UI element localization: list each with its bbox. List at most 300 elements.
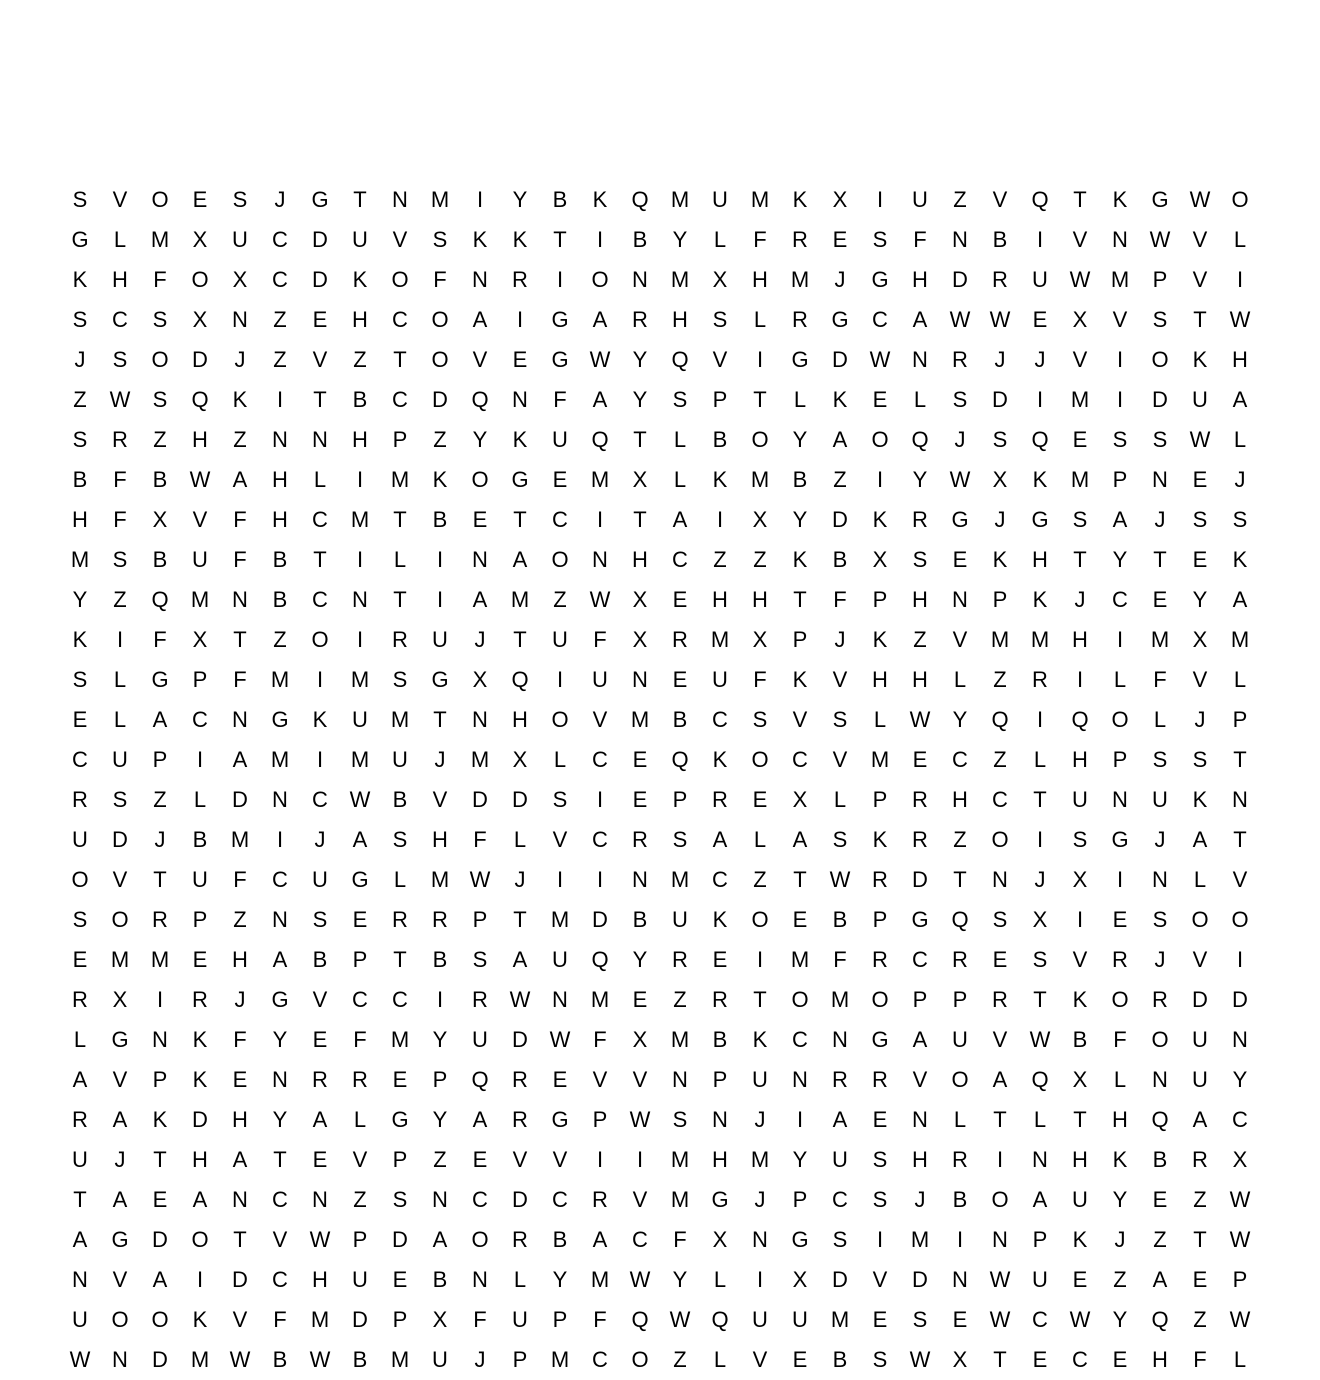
letter-cell[interactable]: W bbox=[1069, 1307, 1091, 1332]
letter-cell[interactable]: F bbox=[913, 227, 927, 252]
letter-cell[interactable]: C bbox=[312, 587, 328, 612]
letter-cell[interactable]: A bbox=[1112, 507, 1128, 532]
letter-cell[interactable]: V bbox=[592, 707, 608, 732]
letter-cell[interactable]: P bbox=[392, 427, 408, 452]
letter-cell[interactable]: N bbox=[232, 307, 248, 332]
letter-cell[interactable]: I bbox=[1116, 867, 1124, 892]
letter-cell[interactable]: Q bbox=[1151, 1307, 1169, 1332]
letter-cell[interactable]: S bbox=[832, 1227, 848, 1252]
letter-cell[interactable]: V bbox=[1112, 307, 1128, 332]
letter-cell[interactable]: I bbox=[996, 1147, 1004, 1172]
letter-cell[interactable]: A bbox=[832, 1107, 848, 1132]
letter-cell[interactable]: M bbox=[110, 947, 130, 972]
letter-cell[interactable]: G bbox=[511, 467, 529, 492]
letter-cell[interactable]: C bbox=[272, 867, 288, 892]
letter-cell[interactable]: U bbox=[552, 947, 568, 972]
letter-cell[interactable]: P bbox=[392, 1147, 408, 1172]
letter-cell[interactable]: O bbox=[191, 267, 209, 292]
letter-cell[interactable]: U bbox=[552, 627, 568, 652]
letter-cell[interactable]: T bbox=[1073, 187, 1087, 212]
letter-cell[interactable]: X bbox=[752, 507, 768, 532]
letter-cell[interactable]: I bbox=[436, 547, 444, 572]
letter-cell[interactable]: M bbox=[390, 1027, 410, 1052]
letter-cell[interactable]: P bbox=[792, 627, 808, 652]
letter-cell[interactable]: U bbox=[352, 1267, 368, 1292]
letter-cell[interactable]: B bbox=[432, 507, 448, 532]
letter-cell[interactable]: J bbox=[234, 987, 246, 1012]
letter-cell[interactable]: T bbox=[393, 947, 407, 972]
letter-cell[interactable]: H bbox=[432, 827, 448, 852]
letter-cell[interactable]: O bbox=[391, 267, 409, 292]
letter-cell[interactable]: S bbox=[1192, 747, 1208, 772]
letter-cell[interactable]: M bbox=[670, 1187, 690, 1212]
letter-cell[interactable]: C bbox=[672, 547, 688, 572]
letter-cell[interactable]: W bbox=[589, 347, 611, 372]
letter-cell[interactable]: D bbox=[232, 787, 248, 812]
letter-cell[interactable]: H bbox=[1232, 347, 1248, 372]
letter-cell[interactable]: C bbox=[272, 227, 288, 252]
letter-cell[interactable]: A bbox=[72, 1227, 88, 1252]
letter-cell[interactable]: O bbox=[551, 707, 569, 732]
letter-cell[interactable]: R bbox=[512, 267, 528, 292]
letter-cell[interactable]: I bbox=[596, 1147, 604, 1172]
letter-cell[interactable]: N bbox=[552, 987, 568, 1012]
letter-cell[interactable]: E bbox=[1152, 587, 1168, 612]
letter-cell[interactable]: C bbox=[392, 307, 408, 332]
letter-cell[interactable]: X bbox=[632, 587, 648, 612]
letter-cell[interactable]: Z bbox=[1193, 1187, 1207, 1212]
letter-cell[interactable]: C bbox=[312, 507, 328, 532]
letter-cell[interactable]: W bbox=[349, 787, 371, 812]
letter-cell[interactable]: K bbox=[712, 907, 728, 932]
letter-cell[interactable]: S bbox=[472, 947, 488, 972]
letter-cell[interactable]: M bbox=[670, 267, 690, 292]
letter-cell[interactable]: C bbox=[312, 787, 328, 812]
letter-cell[interactable]: I bbox=[356, 467, 364, 492]
letter-cell[interactable]: Y bbox=[552, 1267, 568, 1292]
letter-cell[interactable]: N bbox=[792, 1067, 808, 1092]
letter-cell[interactable]: L bbox=[753, 827, 767, 852]
letter-cell[interactable]: S bbox=[1072, 827, 1088, 852]
letter-cell[interactable]: S bbox=[832, 707, 848, 732]
letter-cell[interactable]: F bbox=[233, 547, 247, 572]
letter-cell[interactable]: P bbox=[792, 1187, 808, 1212]
letter-cell[interactable]: V bbox=[832, 747, 848, 772]
letter-cell[interactable]: E bbox=[632, 787, 648, 812]
letter-cell[interactable]: M bbox=[430, 867, 450, 892]
letter-cell[interactable]: C bbox=[872, 307, 888, 332]
letter-cell[interactable]: B bbox=[952, 1187, 968, 1212]
letter-cell[interactable]: Q bbox=[191, 387, 209, 412]
letter-cell[interactable]: O bbox=[71, 867, 89, 892]
letter-cell[interactable]: V bbox=[592, 1067, 608, 1092]
letter-cell[interactable]: T bbox=[433, 707, 447, 732]
letter-cell[interactable]: K bbox=[1032, 467, 1048, 492]
letter-cell[interactable]: V bbox=[832, 667, 848, 692]
letter-cell[interactable]: F bbox=[833, 587, 847, 612]
letter-cell[interactable]: T bbox=[553, 227, 567, 252]
letter-cell[interactable]: L bbox=[113, 707, 127, 732]
letter-cell[interactable]: M bbox=[270, 747, 290, 772]
letter-cell[interactable]: F bbox=[1153, 667, 1167, 692]
letter-cell[interactable]: N bbox=[952, 587, 968, 612]
letter-cell[interactable]: H bbox=[672, 307, 688, 332]
letter-cell[interactable]: Q bbox=[671, 747, 689, 772]
letter-cell[interactable]: H bbox=[1152, 1347, 1168, 1372]
letter-cell[interactable]: Q bbox=[631, 187, 649, 212]
letter-cell[interactable]: I bbox=[436, 987, 444, 1012]
letter-cell[interactable]: S bbox=[1152, 907, 1168, 932]
letter-cell[interactable]: U bbox=[72, 1147, 88, 1172]
letter-cell[interactable]: O bbox=[1231, 187, 1249, 212]
letter-cell[interactable]: X bbox=[152, 507, 168, 532]
letter-cell[interactable]: E bbox=[152, 1187, 168, 1212]
letter-cell[interactable]: A bbox=[592, 1227, 608, 1252]
letter-cell[interactable]: I bbox=[1236, 267, 1244, 292]
letter-cell[interactable]: K bbox=[1232, 547, 1248, 572]
letter-cell[interactable]: N bbox=[472, 547, 488, 572]
letter-cell[interactable]: X bbox=[992, 467, 1008, 492]
letter-cell[interactable]: H bbox=[192, 427, 208, 452]
letter-cell[interactable]: F bbox=[753, 227, 767, 252]
letter-cell[interactable]: V bbox=[112, 867, 128, 892]
letter-cell[interactable]: V bbox=[552, 1147, 568, 1172]
letter-cell[interactable]: J bbox=[474, 1347, 486, 1372]
letter-cell[interactable]: U bbox=[432, 627, 448, 652]
letter-cell[interactable]: D bbox=[152, 1227, 168, 1252]
letter-cell[interactable]: B bbox=[272, 587, 288, 612]
letter-cell[interactable]: G bbox=[1111, 827, 1129, 852]
letter-cell[interactable]: C bbox=[272, 1267, 288, 1292]
letter-cell[interactable]: W bbox=[869, 347, 891, 372]
letter-cell[interactable]: D bbox=[992, 387, 1008, 412]
letter-cell[interactable]: G bbox=[1151, 187, 1169, 212]
letter-cell[interactable]: I bbox=[596, 867, 604, 892]
letter-cell[interactable]: E bbox=[552, 1067, 568, 1092]
letter-cell[interactable]: I bbox=[156, 987, 164, 1012]
letter-cell[interactable]: C bbox=[632, 1227, 648, 1252]
letter-cell[interactable]: C bbox=[352, 987, 368, 1012]
letter-cell[interactable]: Z bbox=[833, 467, 847, 492]
letter-cell[interactable]: L bbox=[1233, 227, 1247, 252]
letter-cell[interactable]: B bbox=[672, 707, 688, 732]
letter-cell[interactable]: Q bbox=[671, 347, 689, 372]
letter-cell[interactable]: A bbox=[472, 307, 488, 332]
letter-cell[interactable]: I bbox=[756, 947, 764, 972]
letter-cell[interactable]: P bbox=[1232, 1267, 1248, 1292]
letter-cell[interactable]: Q bbox=[591, 947, 609, 972]
letter-cell[interactable]: M bbox=[390, 1347, 410, 1372]
letter-cell[interactable]: T bbox=[1233, 747, 1247, 772]
letter-cell[interactable]: M bbox=[190, 1347, 210, 1372]
letter-cell[interactable]: N bbox=[312, 1187, 328, 1212]
letter-cell[interactable]: U bbox=[112, 747, 128, 772]
letter-cell[interactable]: P bbox=[872, 787, 888, 812]
letter-cell[interactable]: Y bbox=[272, 1027, 288, 1052]
letter-cell[interactable]: I bbox=[1076, 667, 1084, 692]
letter-cell[interactable]: F bbox=[593, 1027, 607, 1052]
letter-cell[interactable]: X bbox=[1072, 1067, 1088, 1092]
letter-cell[interactable]: D bbox=[1192, 987, 1208, 1012]
letter-cell[interactable]: J bbox=[1034, 347, 1046, 372]
letter-cell[interactable]: A bbox=[992, 1067, 1008, 1092]
letter-cell[interactable]: J bbox=[754, 1107, 766, 1132]
letter-cell[interactable]: M bbox=[1030, 627, 1050, 652]
letter-cell[interactable]: U bbox=[592, 667, 608, 692]
letter-cell[interactable]: T bbox=[513, 507, 527, 532]
letter-cell[interactable]: L bbox=[113, 227, 127, 252]
letter-cell[interactable]: E bbox=[312, 307, 328, 332]
letter-cell[interactable]: U bbox=[1152, 787, 1168, 812]
letter-cell[interactable]: I bbox=[796, 1107, 804, 1132]
letter-cell[interactable]: R bbox=[712, 787, 728, 812]
letter-cell[interactable]: E bbox=[632, 987, 648, 1012]
letter-cell[interactable]: N bbox=[312, 427, 328, 452]
letter-cell[interactable]: V bbox=[1072, 227, 1088, 252]
letter-cell[interactable]: X bbox=[752, 627, 768, 652]
letter-cell[interactable]: A bbox=[232, 467, 248, 492]
letter-cell[interactable]: Y bbox=[72, 587, 88, 612]
letter-cell[interactable]: B bbox=[352, 387, 368, 412]
letter-cell[interactable]: B bbox=[832, 1347, 848, 1372]
letter-cell[interactable]: I bbox=[1116, 347, 1124, 372]
letter-cell[interactable]: A bbox=[272, 947, 288, 972]
letter-cell[interactable]: L bbox=[1113, 667, 1127, 692]
letter-cell[interactable]: W bbox=[1229, 1187, 1251, 1212]
letter-cell[interactable]: L bbox=[873, 707, 887, 732]
letter-cell[interactable]: J bbox=[154, 827, 166, 852]
letter-cell[interactable]: B bbox=[832, 547, 848, 572]
letter-cell[interactable]: Y bbox=[792, 427, 808, 452]
letter-cell[interactable]: U bbox=[352, 227, 368, 252]
letter-cell[interactable]: O bbox=[751, 747, 769, 772]
letter-cell[interactable]: K bbox=[1072, 1227, 1088, 1252]
letter-cell[interactable]: H bbox=[1112, 1107, 1128, 1132]
letter-cell[interactable]: Y bbox=[1112, 1187, 1128, 1212]
letter-cell[interactable]: D bbox=[312, 267, 328, 292]
letter-cell[interactable]: V bbox=[272, 1227, 288, 1252]
letter-cell[interactable]: S bbox=[552, 787, 568, 812]
letter-cell[interactable]: C bbox=[712, 707, 728, 732]
letter-cell[interactable]: J bbox=[434, 747, 446, 772]
letter-cell[interactable]: Z bbox=[433, 1147, 447, 1172]
letter-cell[interactable]: H bbox=[912, 1147, 928, 1172]
letter-cell[interactable]: B bbox=[432, 947, 448, 972]
letter-cell[interactable]: H bbox=[1032, 547, 1048, 572]
letter-cell[interactable]: B bbox=[152, 467, 168, 492]
letter-cell[interactable]: Z bbox=[153, 427, 167, 452]
letter-cell[interactable]: I bbox=[516, 307, 524, 332]
letter-cell[interactable]: E bbox=[952, 1307, 968, 1332]
letter-cell[interactable]: L bbox=[553, 747, 567, 772]
letter-cell[interactable]: T bbox=[1033, 987, 1047, 1012]
letter-cell[interactable]: J bbox=[234, 347, 246, 372]
letter-cell[interactable]: M bbox=[670, 1147, 690, 1172]
letter-cell[interactable]: L bbox=[713, 1267, 727, 1292]
letter-cell[interactable]: T bbox=[1193, 307, 1207, 332]
letter-cell[interactable]: C bbox=[392, 387, 408, 412]
letter-cell[interactable]: W bbox=[989, 1307, 1011, 1332]
letter-cell[interactable]: R bbox=[1192, 1147, 1208, 1172]
letter-cell[interactable]: N bbox=[592, 547, 608, 572]
letter-cell[interactable]: U bbox=[432, 1347, 448, 1372]
letter-cell[interactable]: B bbox=[352, 1347, 368, 1372]
letter-cell[interactable]: I bbox=[356, 627, 364, 652]
letter-cell[interactable]: I bbox=[116, 627, 124, 652]
letter-cell[interactable]: A bbox=[312, 1107, 328, 1132]
letter-cell[interactable]: Y bbox=[912, 467, 928, 492]
letter-cell[interactable]: K bbox=[192, 1027, 208, 1052]
letter-cell[interactable]: K bbox=[712, 747, 728, 772]
letter-cell[interactable]: I bbox=[876, 1227, 884, 1252]
letter-cell[interactable]: E bbox=[312, 1147, 328, 1172]
letter-cell[interactable]: J bbox=[1074, 587, 1086, 612]
letter-cell[interactable]: S bbox=[1152, 747, 1168, 772]
letter-cell[interactable]: N bbox=[232, 587, 248, 612]
letter-cell[interactable]: S bbox=[1232, 507, 1248, 532]
letter-cell[interactable]: R bbox=[392, 627, 408, 652]
letter-cell[interactable]: C bbox=[1072, 1347, 1088, 1372]
letter-cell[interactable]: R bbox=[912, 827, 928, 852]
letter-cell[interactable]: N bbox=[272, 427, 288, 452]
letter-cell[interactable]: R bbox=[512, 1067, 528, 1092]
letter-cell[interactable]: V bbox=[992, 1027, 1008, 1052]
letter-cell[interactable]: H bbox=[1072, 747, 1088, 772]
letter-cell[interactable]: K bbox=[712, 467, 728, 492]
letter-cell[interactable]: C bbox=[552, 507, 568, 532]
letter-cell[interactable]: O bbox=[431, 347, 449, 372]
letter-cell[interactable]: N bbox=[632, 667, 648, 692]
letter-cell[interactable]: I bbox=[556, 867, 564, 892]
letter-cell[interactable]: F bbox=[433, 267, 447, 292]
letter-cell[interactable]: E bbox=[1072, 427, 1088, 452]
letter-cell[interactable]: I bbox=[596, 227, 604, 252]
letter-cell[interactable]: T bbox=[513, 907, 527, 932]
letter-cell[interactable]: X bbox=[112, 987, 128, 1012]
letter-cell[interactable]: D bbox=[472, 787, 488, 812]
letter-cell[interactable]: B bbox=[272, 1347, 288, 1372]
letter-cell[interactable]: B bbox=[632, 227, 648, 252]
letter-cell[interactable]: I bbox=[276, 827, 284, 852]
letter-cell[interactable]: F bbox=[673, 1227, 687, 1252]
letter-cell[interactable]: F bbox=[473, 1307, 487, 1332]
letter-cell[interactable]: A bbox=[192, 1187, 208, 1212]
letter-cell[interactable]: D bbox=[192, 347, 208, 372]
letter-cell[interactable]: W bbox=[1189, 427, 1211, 452]
letter-cell[interactable]: R bbox=[192, 987, 208, 1012]
letter-cell[interactable]: S bbox=[872, 1187, 888, 1212]
letter-cell[interactable]: A bbox=[592, 387, 608, 412]
letter-cell[interactable]: H bbox=[232, 947, 248, 972]
letter-cell[interactable]: V bbox=[1192, 947, 1208, 972]
letter-cell[interactable]: M bbox=[470, 747, 490, 772]
letter-cell[interactable]: R bbox=[872, 947, 888, 972]
letter-cell[interactable]: T bbox=[153, 867, 167, 892]
letter-cell[interactable]: R bbox=[392, 907, 408, 932]
letter-cell[interactable]: M bbox=[750, 1147, 770, 1172]
letter-cell[interactable]: X bbox=[1192, 627, 1208, 652]
letter-cell[interactable]: G bbox=[271, 707, 289, 732]
letter-cell[interactable]: Y bbox=[1112, 547, 1128, 572]
letter-cell[interactable]: K bbox=[472, 227, 488, 252]
letter-cell[interactable]: C bbox=[592, 1347, 608, 1372]
letter-cell[interactable]: M bbox=[670, 1027, 690, 1052]
letter-cell[interactable]: Z bbox=[433, 427, 447, 452]
letter-cell[interactable]: W bbox=[469, 867, 491, 892]
letter-cell[interactable]: W bbox=[589, 587, 611, 612]
letter-cell[interactable]: C bbox=[1232, 1107, 1248, 1132]
letter-cell[interactable]: A bbox=[512, 947, 528, 972]
letter-cell[interactable]: U bbox=[72, 827, 88, 852]
letter-cell[interactable]: E bbox=[1032, 1347, 1048, 1372]
letter-cell[interactable]: G bbox=[271, 987, 289, 1012]
letter-cell[interactable]: P bbox=[872, 587, 888, 612]
letter-cell[interactable]: P bbox=[352, 1227, 368, 1252]
letter-cell[interactable]: A bbox=[232, 747, 248, 772]
letter-cell[interactable]: P bbox=[1232, 707, 1248, 732]
letter-cell[interactable]: E bbox=[952, 547, 968, 572]
letter-cell[interactable]: W bbox=[1029, 1027, 1051, 1052]
letter-cell[interactable]: D bbox=[592, 907, 608, 932]
letter-cell[interactable]: N bbox=[752, 1227, 768, 1252]
letter-cell[interactable]: I bbox=[276, 387, 284, 412]
letter-cell[interactable]: S bbox=[912, 1307, 928, 1332]
letter-cell[interactable]: E bbox=[712, 947, 728, 972]
letter-cell[interactable]: C bbox=[712, 867, 728, 892]
letter-cell[interactable]: G bbox=[391, 1107, 409, 1132]
letter-cell[interactable]: A bbox=[792, 827, 808, 852]
letter-cell[interactable]: U bbox=[672, 907, 688, 932]
letter-cell[interactable]: R bbox=[872, 867, 888, 892]
letter-cell[interactable]: J bbox=[1154, 947, 1166, 972]
letter-cell[interactable]: G bbox=[111, 1027, 129, 1052]
letter-cell[interactable]: Q bbox=[1031, 427, 1049, 452]
letter-cell[interactable]: X bbox=[832, 187, 848, 212]
letter-cell[interactable]: K bbox=[872, 827, 888, 852]
letter-cell[interactable]: B bbox=[712, 427, 728, 452]
letter-cell[interactable]: U bbox=[832, 1147, 848, 1172]
letter-cell[interactable]: T bbox=[1073, 1107, 1087, 1132]
letter-cell[interactable]: C bbox=[272, 267, 288, 292]
letter-cell[interactable]: N bbox=[1032, 1147, 1048, 1172]
letter-cell[interactable]: T bbox=[233, 627, 247, 652]
letter-cell[interactable]: P bbox=[992, 587, 1008, 612]
letter-cell[interactable]: N bbox=[472, 1267, 488, 1292]
letter-cell[interactable]: A bbox=[432, 1227, 448, 1252]
letter-cell[interactable]: F bbox=[593, 1307, 607, 1332]
letter-cell[interactable]: W bbox=[989, 1267, 1011, 1292]
letter-cell[interactable]: P bbox=[352, 947, 368, 972]
letter-cell[interactable]: R bbox=[512, 1107, 528, 1132]
letter-cell[interactable]: G bbox=[71, 227, 89, 252]
letter-cell[interactable]: Q bbox=[951, 907, 969, 932]
letter-cell[interactable]: E bbox=[552, 467, 568, 492]
letter-cell[interactable]: T bbox=[393, 507, 407, 532]
letter-cell[interactable]: Z bbox=[273, 627, 287, 652]
letter-cell[interactable]: V bbox=[1072, 947, 1088, 972]
letter-cell[interactable]: B bbox=[272, 547, 288, 572]
letter-cell[interactable]: S bbox=[72, 187, 88, 212]
letter-cell[interactable]: X bbox=[1072, 307, 1088, 332]
letter-cell[interactable]: C bbox=[592, 747, 608, 772]
letter-cell[interactable]: E bbox=[792, 1347, 808, 1372]
letter-cell[interactable]: F bbox=[1193, 1347, 1207, 1372]
letter-cell[interactable]: W bbox=[69, 1347, 91, 1372]
letter-cell[interactable]: D bbox=[512, 787, 528, 812]
letter-cell[interactable]: R bbox=[632, 827, 648, 852]
letter-cell[interactable]: U bbox=[752, 1307, 768, 1332]
letter-cell[interactable]: Z bbox=[1153, 1227, 1167, 1252]
